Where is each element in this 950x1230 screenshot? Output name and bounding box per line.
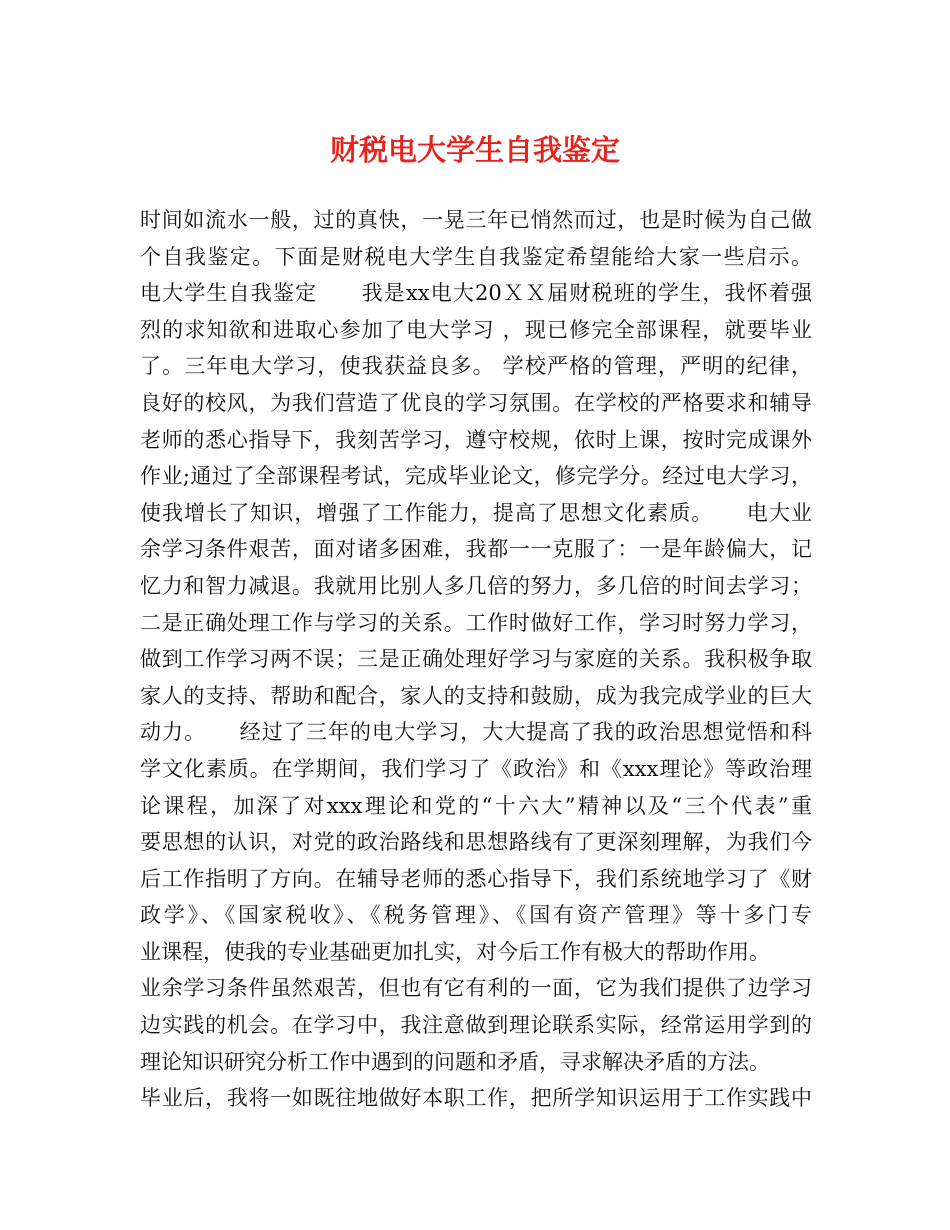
body-line: 烈的求知欲和进取心参加了电大学习 ，现已修完全部课程，就要毕业 bbox=[140, 317, 812, 342]
document-title: 财税电大学生自我鉴定 bbox=[329, 133, 620, 167]
body-line: 毕业后，我将一如既往地做好本职工作，把所学知识运用于工作实践中 bbox=[140, 1086, 812, 1111]
body-line: 理论知识研究分析工作中遇到的问题和矛盾，寻求解决矛盾的方法。 bbox=[140, 1049, 770, 1074]
body-line: 使我增长了知识，增强了工作能力，提高了思想文化素质。 电大业 bbox=[140, 500, 812, 525]
body-line: 要思想的认识，对党的政治路线和思想路线有了更深刻理解，为我们今 bbox=[140, 830, 812, 855]
body-line: 电大学生自我鉴定 我是xx电大20ＸＸ届财税班的学生，我怀着强 bbox=[140, 281, 812, 306]
body-line: 后工作指明了方向。在辅导老师的悉心指导下，我们系统地学习了《财 bbox=[140, 866, 812, 891]
document-body bbox=[140, 202, 812, 1117]
body-line: 时间如流水一般，过的真快，一晃三年已悄然而过，也是时候为自己做 bbox=[140, 208, 812, 232]
body-line: 了。三年电大学习，使我获益良多。 学校严格的管理，严明的纪律， bbox=[140, 354, 812, 379]
body-line: 个自我鉴定。下面是财税电大学生自我鉴定希望能给大家一些启示。 bbox=[140, 244, 812, 269]
body-line: 论课程，加深了对xxx理论和党的“十六大”精神以及“三个代表”重 bbox=[140, 793, 812, 818]
body-line: 业余学习条件虽然艰苦，但也有它有利的一面，它为我们提供了边学习 bbox=[140, 976, 812, 1001]
body-line: 作业;通过了全部课程考试，完成毕业论文，修完学分。经过电大学习， bbox=[140, 464, 812, 489]
body-line: 忆力和智力减退。我就用比别人多几倍的努力，多几倍的时间去学习； bbox=[140, 573, 812, 598]
body-line: 二是正确处理工作与学习的关系。工作时做好工作，学习时努力学习， bbox=[140, 610, 812, 635]
body-line: 政学》、《国家税收》、《税务管理》、《国有资产管理》等十多门专 bbox=[140, 903, 812, 928]
body-line: 做到工作学习两不误；三是正确处理好学习与家庭的关系。我积极争取 bbox=[140, 647, 812, 672]
body-line: 学文化素质。在学期间，我们学习了《政治》和《xxx理论》等政治理 bbox=[140, 756, 812, 781]
body-line: 良好的校风，为我们营造了优良的学习氛围。在学校的严格要求和辅导 bbox=[140, 390, 812, 415]
body-line: 边实践的机会。在学习中，我注意做到理论联系实际，经常运用学到的 bbox=[140, 1013, 812, 1038]
body-line: 动力。 经过了三年的电大学习，大大提高了我的政治思想觉悟和科 bbox=[140, 720, 812, 745]
body-line: 业课程，使我的专业基础更加扎实，对今后工作有极大的帮助作用。 bbox=[140, 939, 770, 964]
body-line: 家人的支持、帮助和配合，家人的支持和鼓励，成为我完成学业的巨大 bbox=[140, 683, 812, 708]
body-line: 老师的悉心指导下，我刻苦学习，遵守校规，依时上课，按时完成课外 bbox=[140, 427, 812, 452]
body-line: 余学习条件艰苦，面对诸多困难，我都一一克服了：一是年龄偏大，记 bbox=[140, 537, 812, 562]
